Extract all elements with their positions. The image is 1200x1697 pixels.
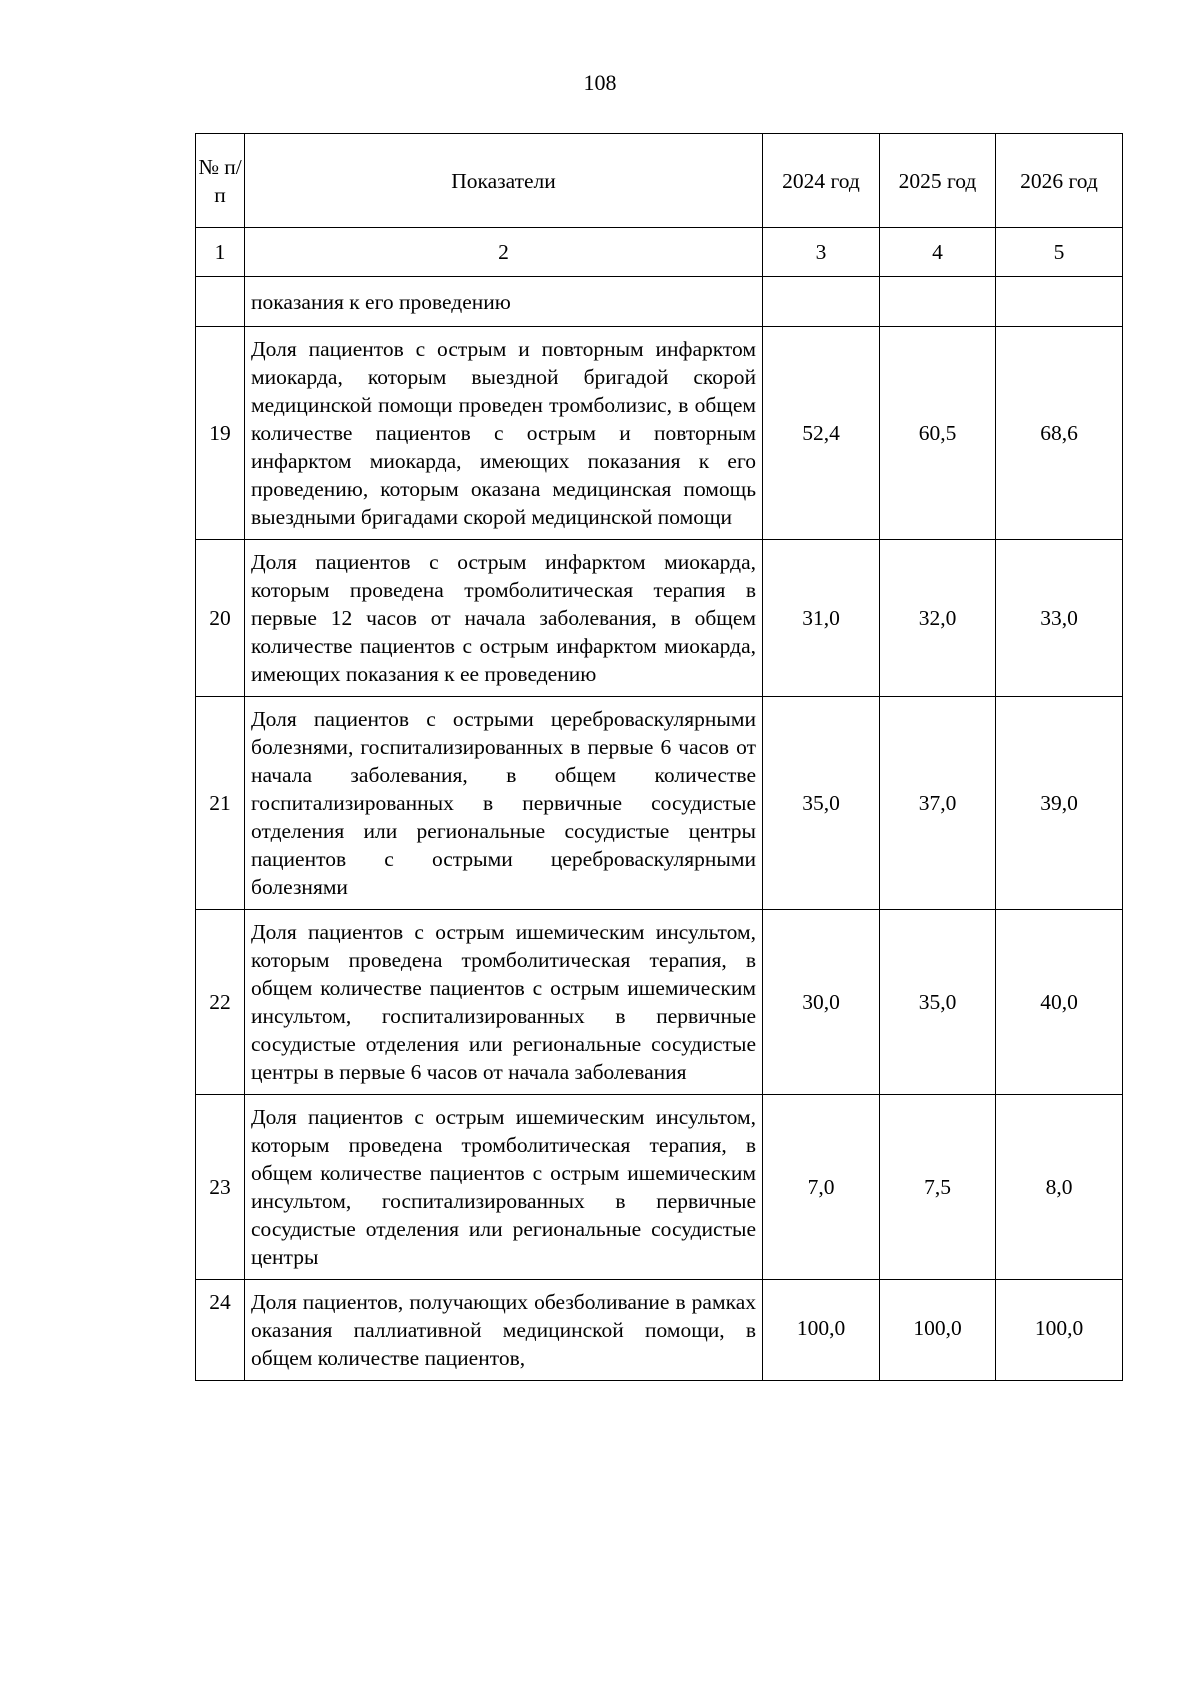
value-2026: 40,0	[996, 910, 1123, 1095]
continuation-text: показания к его проведению	[245, 277, 763, 327]
table-cell	[196, 277, 245, 327]
value-2026: 68,6	[996, 327, 1123, 540]
value-2024: 100,0	[763, 1280, 880, 1381]
value-2026: 39,0	[996, 697, 1123, 910]
page-number: 108	[583, 70, 617, 95]
row-number: 20	[196, 540, 245, 697]
table-row	[196, 327, 1123, 540]
column-index-cell: 3	[763, 228, 880, 277]
header-indicator: Показатели	[245, 134, 763, 228]
value-2025: 7,5	[880, 1095, 996, 1280]
indicators-table	[195, 133, 1123, 1381]
table-row	[196, 1095, 1123, 1280]
value-2026: 8,0	[996, 1095, 1123, 1280]
column-index-cell: 5	[996, 228, 1123, 277]
row-indicator-text: Доля пациентов с острым ишемическим инсультом, которым проведена тромболитическая терапия, в общем количестве пациентов с острым ишемическим инсультом, госпитализированных в первичные сосудистые отделения или региональные сосудистые центры	[245, 1095, 763, 1280]
value-2026: 33,0	[996, 540, 1123, 697]
table-row	[196, 910, 1123, 1095]
column-index-cell: 2	[245, 228, 763, 277]
row-number: 19	[196, 327, 245, 540]
table-cell	[880, 277, 996, 327]
row-indicator-text: Доля пациентов с острым и повторным инфарктом миокарда, которым выездной бригадой скорой медицинской помощи проведен тромболизис, в общем количестве пациентов с острым и повторным инфарктом миокарда, имеющих показания к его проведению, которым оказана медицинская помощь выездными бригадами скорой медицинской помощи	[245, 327, 763, 540]
row-indicator-text: Доля пациентов с острыми цереброваскулярными болезнями, госпитализированных в первые 6 часов от начала заболевания, в общем количестве госпитализированных в первичные сосудистые отделения или региональные сосудистые центры пациентов с острыми цереброваскулярными болезнями	[245, 697, 763, 910]
table-header-row	[196, 134, 1123, 228]
value-2025: 37,0	[880, 697, 996, 910]
column-index-cell: 4	[880, 228, 996, 277]
value-2024: 52,4	[763, 327, 880, 540]
header-2025: 2025 год	[880, 134, 996, 228]
value-2025: 32,0	[880, 540, 996, 697]
table-row	[196, 697, 1123, 910]
row-indicator-text: Доля пациентов, получающих обезболивание в рамках оказания паллиативной медицинской помощи, в общем количестве пациентов,	[245, 1280, 763, 1381]
header-num: № п/п	[196, 134, 245, 228]
column-index-cell: 1	[196, 228, 245, 277]
row-number: 21	[196, 697, 245, 910]
header-2026: 2026 год	[996, 134, 1123, 228]
value-2025: 100,0	[880, 1280, 996, 1381]
row-indicator-text: Доля пациентов с острым инфарктом миокарда, которым проведена тромболитическая терапия в первые 12 часов от начала заболевания, в общем количестве пациентов с острым инфарктом миокарда, имеющих показания к ее проведению	[245, 540, 763, 697]
table-cell	[996, 277, 1123, 327]
row-number: 22	[196, 910, 245, 1095]
row-number: 23	[196, 1095, 245, 1280]
value-2024: 35,0	[763, 697, 880, 910]
row-number: 24	[196, 1280, 245, 1381]
column-index-row	[196, 228, 1123, 277]
table-cell	[763, 277, 880, 327]
header-2024: 2024 год	[763, 134, 880, 228]
table-row	[196, 1280, 1123, 1381]
value-2024: 30,0	[763, 910, 880, 1095]
value-2024: 7,0	[763, 1095, 880, 1280]
value-2025: 35,0	[880, 910, 996, 1095]
row-indicator-text: Доля пациентов с острым ишемическим инсультом, которым проведена тромболитическая терапия, в общем количестве пациентов с острым ишемическим инсультом, госпитализированных в первичные сосудистые отделения или региональные сосудистые центры в первые 6 часов от начала заболевания	[245, 910, 763, 1095]
continuation-row	[196, 277, 1123, 327]
value-2026: 100,0	[996, 1280, 1123, 1381]
value-2025: 60,5	[880, 327, 996, 540]
value-2024: 31,0	[763, 540, 880, 697]
table-row	[196, 540, 1123, 697]
